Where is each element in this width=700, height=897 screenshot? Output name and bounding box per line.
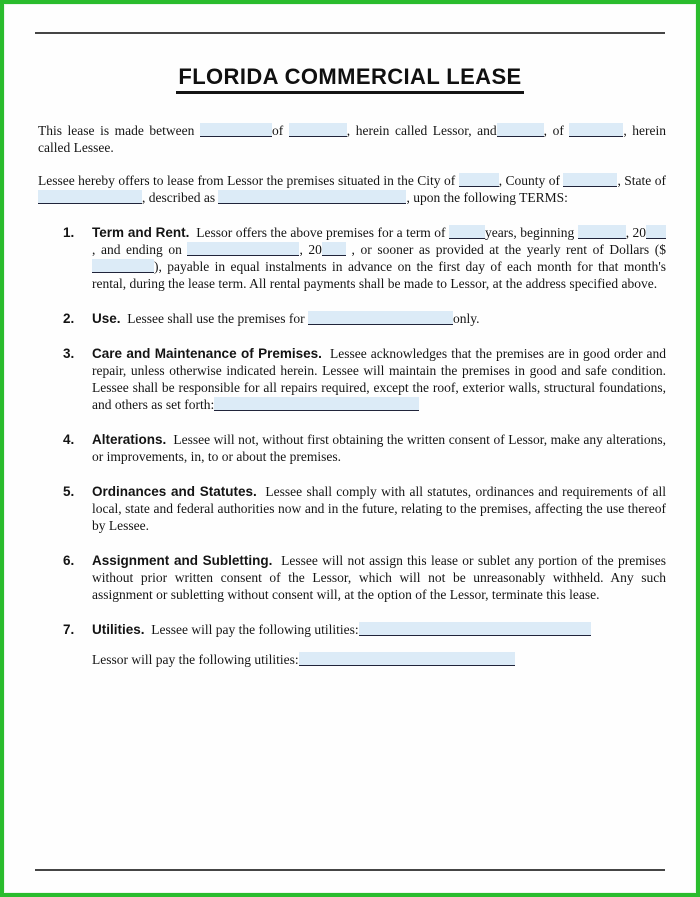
section-alterations: 4. Alterations. Lessee will not, without first obtaining the written consent of Lessor, make any alterations, or improvements, in, to or about the premises. <box>63 432 666 464</box>
section-heading: Care and Maintenance of Premises. <box>92 346 322 361</box>
lessor-location-field[interactable] <box>289 123 347 137</box>
section-heading: Alterations. <box>92 432 167 447</box>
section-number: 2. <box>63 311 75 326</box>
intro-paragraph-parties: This lease is made between of , herein called Lessor, and , of , herein called Lessee. <box>38 123 667 155</box>
section-use: 2. Use. Lessee shall use the premises for only. <box>63 311 480 326</box>
section-term-and-rent: 1. Term and Rent. Lessor offers the above premises for a term of years, beginning , 20, and ending on , 20 , or sooner as provided at the yearly rent of Dollars ($), payable in equal instalments in advance on the first day of each month for that month's rental, during the lease term. All rental payments shall be made to Lessor, at the address specified above. <box>63 225 667 291</box>
county-field[interactable] <box>563 173 617 187</box>
section-number: 4. <box>63 432 75 447</box>
section-number: 5. <box>63 484 75 499</box>
section-heading: Use. <box>92 311 121 326</box>
section-heading: Ordinances and Statutes. <box>92 484 257 499</box>
section-heading: Term and Rent. <box>92 225 190 240</box>
section-number: 6. <box>63 553 75 568</box>
lessor-utilities-field[interactable] <box>299 652 515 666</box>
section-heading: Assignment and Subletting. <box>92 553 273 568</box>
page-title: FLORIDA COMMERCIAL LEASE <box>176 64 523 94</box>
section-heading: Utilities. <box>92 622 145 637</box>
section-care-and-maintenance: 3. Care and Maintenance of Premises. Lessee acknowledges that the premises are in good order and repair, unless otherwise indicated herein. Lessee will maintain the premises in good and safe condition. Lessee shall be responsible for all repairs required, except the roof, exterior walls, structural foundations, and others as set forth: <box>63 346 666 412</box>
begin-year-field[interactable] <box>646 225 666 239</box>
term-years-field[interactable] <box>449 225 485 239</box>
intro-paragraph-premises: Lessee hereby offers to lease from Lessor the premises situated in the City of , County of , State of , described as , upon the following TERMS: <box>38 173 666 205</box>
section-assignment-and-subletting: 6. Assignment and Subletting. Lessee will not assign this lease or sublet any portion of the premises without prior written consent of the Lessor, which will not be unreasonably withheld. Any such assignment or subletting without consent will, at the option of the Lessor, terminate this lease. <box>63 553 666 602</box>
section-number: 7. <box>63 622 75 637</box>
repairs-exceptions-field[interactable] <box>214 397 419 411</box>
top-rule <box>35 32 665 34</box>
state-field[interactable] <box>38 190 142 204</box>
city-field[interactable] <box>459 173 499 187</box>
begin-date-field[interactable] <box>578 225 626 239</box>
premises-use-field[interactable] <box>308 311 453 325</box>
end-year-field[interactable] <box>322 242 346 256</box>
lessee-location-field[interactable] <box>569 123 623 137</box>
section-utilities: 7. Utilities. Lessee will pay the following utilities: Lessor will pay the following utilities: <box>38 621 666 668</box>
premises-description-field[interactable] <box>218 190 406 204</box>
lessee-utilities-field[interactable] <box>359 622 591 636</box>
lessor-name-field[interactable] <box>200 123 272 137</box>
section-number: 1. <box>63 225 75 240</box>
lessee-name-field[interactable] <box>497 123 544 137</box>
end-date-field[interactable] <box>187 242 299 256</box>
bottom-rule <box>35 869 665 871</box>
rent-amount-field[interactable] <box>92 259 154 273</box>
section-ordinances-and-statutes: 5. Ordinances and Statutes. Lessee shall comply with all statutes, ordinances and requirements of all local, state and federal authorities now and in the future, relating to the premises, affecting the use thereof by Lessee. <box>63 484 667 533</box>
section-number: 3. <box>63 346 75 361</box>
